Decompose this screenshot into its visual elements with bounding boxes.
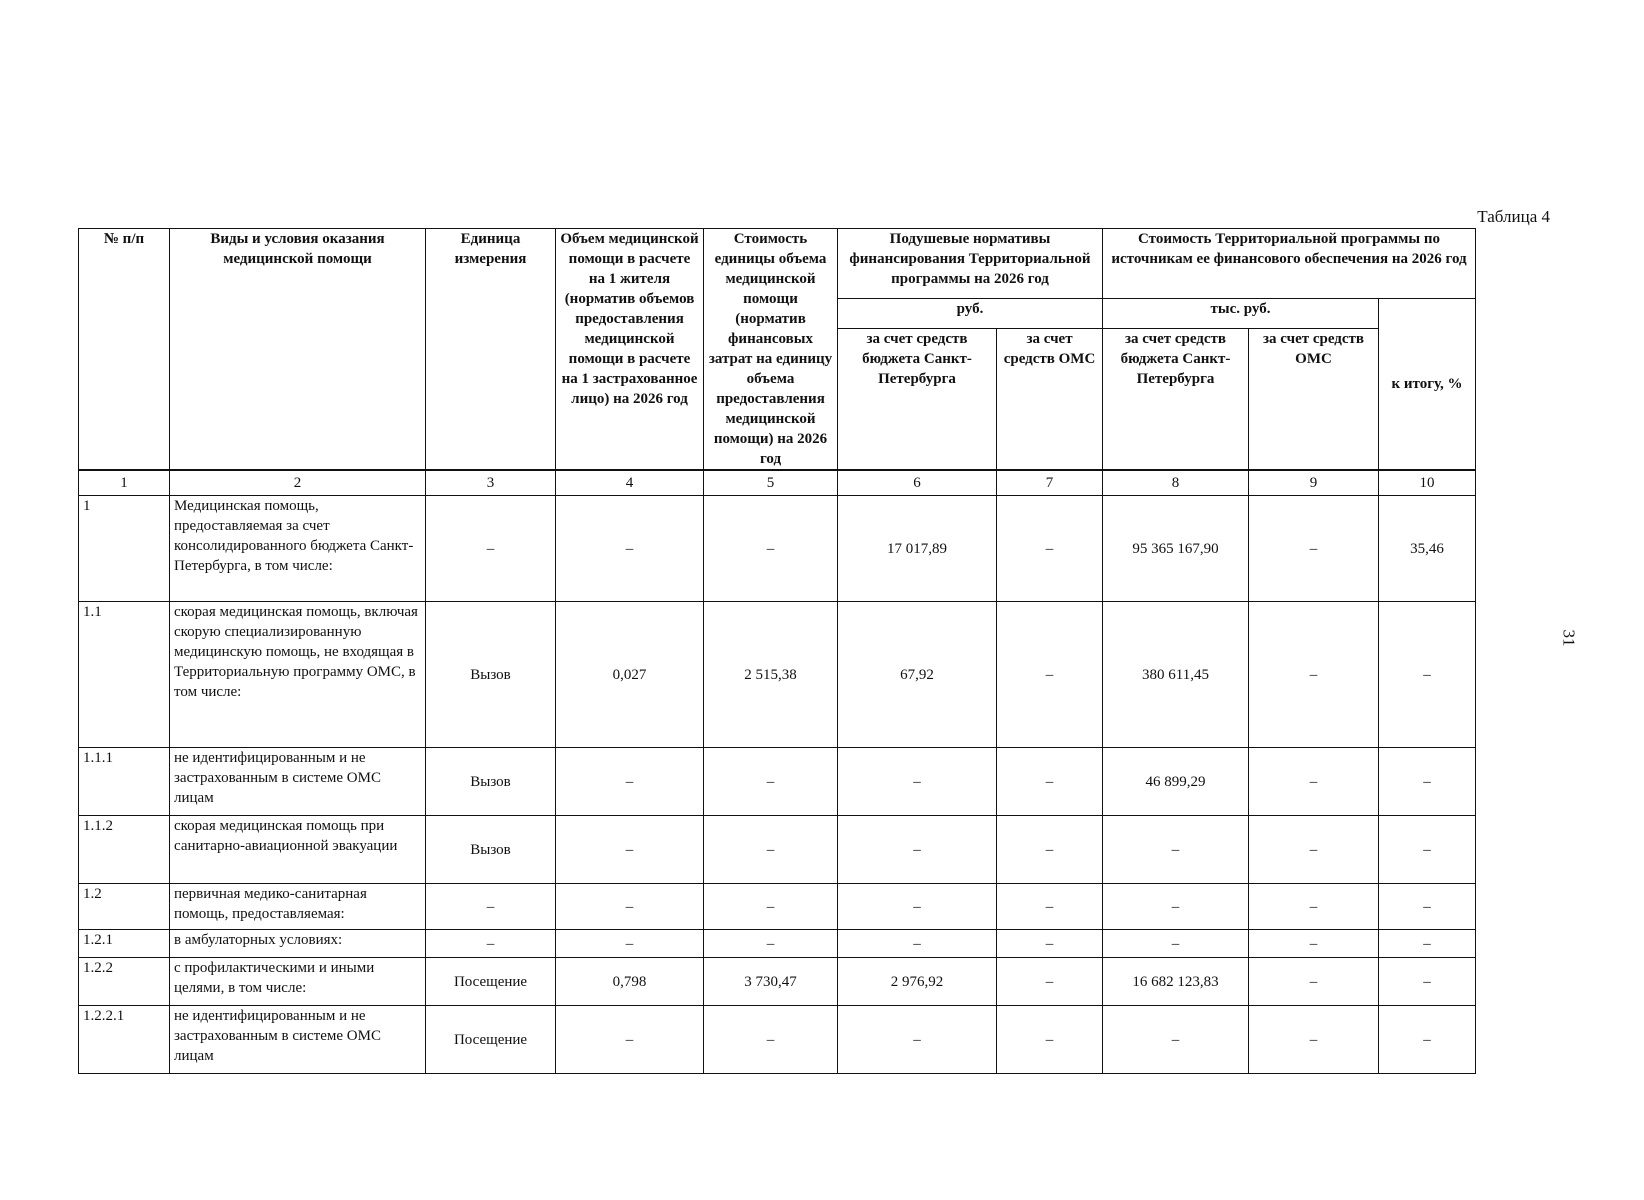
row-cost-budget: 95 365 167,90 [1103,496,1249,602]
row-cost-budget: – [1103,816,1249,884]
row-cost: – [704,930,838,958]
row-description: скорая медицинская помощь при санитарно-авиационной эвакуации [170,816,426,884]
row-norm-budget: – [838,884,997,930]
row-cost-oms: – [1249,1006,1379,1074]
row-pct: – [1379,930,1476,958]
column-index: 1 [79,470,170,496]
row-volume: – [556,1006,704,1074]
row-volume: 0,798 [556,958,704,1006]
row-cost-budget: 380 611,45 [1103,602,1249,748]
row-cost-budget: 46 899,29 [1103,748,1249,816]
row-pct: 35,46 [1379,496,1476,602]
column-index: 9 [1249,470,1379,496]
row-cost-oms: – [1249,748,1379,816]
column-index: 3 [426,470,556,496]
table-row [79,816,1476,884]
column-index: 7 [997,470,1103,496]
row-volume: – [556,496,704,602]
row-unit: Посещение [426,958,556,1006]
header-norm-budget: за счет средств бюджета Санкт-Петербурга [838,328,997,470]
header-cost: Стоимость единицы объема медицинской помощи (норматив финансовых затрат на единицу объема предоставления медицинской помощи) на 2026 год [704,229,838,471]
row-unit: Посещение [426,1006,556,1074]
row-norm-oms: – [997,816,1103,884]
row-cost-oms: – [1249,958,1379,1006]
row-number: 1.1.2 [79,816,170,884]
row-norm-budget: – [838,930,997,958]
row-cost: 2 515,38 [704,602,838,748]
row-volume: 0,027 [556,602,704,748]
header-unit-rub: руб. [838,299,1103,329]
row-number: 1.2.1 [79,930,170,958]
row-norm-budget: – [838,816,997,884]
data-table [78,228,1476,1074]
row-norm-budget: 67,92 [838,602,997,748]
row-cost: – [704,884,838,930]
row-pct: – [1379,1006,1476,1074]
table-row [79,602,1476,748]
table-row [79,748,1476,816]
row-norm-oms: – [997,1006,1103,1074]
row-volume: – [556,748,704,816]
row-norm-oms: – [997,496,1103,602]
row-number: 1 [79,496,170,602]
row-unit: Вызов [426,602,556,748]
row-norm-budget: – [838,748,997,816]
table-row [79,930,1476,958]
row-norm-budget: 17 017,89 [838,496,997,602]
column-index: 4 [556,470,704,496]
row-cost: – [704,1006,838,1074]
header-norm-oms: за счет средств ОМС [997,328,1103,470]
row-number: 1.2.2.1 [79,1006,170,1074]
row-unit: Вызов [426,748,556,816]
row-cost: – [704,748,838,816]
row-volume: – [556,884,704,930]
row-unit: – [426,884,556,930]
table-header [79,229,1476,471]
row-norm-oms: – [997,602,1103,748]
header-unit: Единица измерения [426,229,556,471]
row-unit: – [426,496,556,602]
table-row [79,884,1476,930]
column-index-row [79,470,1476,496]
row-norm-oms: – [997,958,1103,1006]
header-cost-oms: за счет средств ОМС [1249,328,1379,470]
row-description: не идентифицированным и не застрахованным в системе ОМС лицам [170,748,426,816]
row-norm-oms: – [997,884,1103,930]
column-index: 5 [704,470,838,496]
column-index: 6 [838,470,997,496]
row-number: 1.2.2 [79,958,170,1006]
header-type: Виды и условия оказания медицинской помощи [170,229,426,471]
row-description: с профилактическими и иными целями, в том числе: [170,958,426,1006]
table-row [79,1006,1476,1074]
row-norm-oms: – [997,930,1103,958]
row-description: в амбулаторных условиях: [170,930,426,958]
row-cost-oms: – [1249,602,1379,748]
row-cost-budget: – [1103,930,1249,958]
row-pct: – [1379,958,1476,1006]
row-description: скорая медицинская помощь, включая скорую специализированную медицинскую помощь, не входящая в Территориальную программу ОМС, в том числе: [170,602,426,748]
row-pct: – [1379,602,1476,748]
row-cost: – [704,816,838,884]
row-cost-budget: – [1103,884,1249,930]
row-cost-oms: – [1249,496,1379,602]
page-number: 31 [1559,629,1579,647]
row-number: 1.1.1 [79,748,170,816]
row-norm-oms: – [997,748,1103,816]
header-group-norms: Подушевые нормативы финансирования Территориальной программы на 2026 год [838,229,1103,299]
column-index: 8 [1103,470,1249,496]
row-pct: – [1379,884,1476,930]
row-pct: – [1379,816,1476,884]
row-cost-budget: 16 682 123,83 [1103,958,1249,1006]
row-unit: – [426,930,556,958]
row-norm-budget: 2 976,92 [838,958,997,1006]
column-index: 2 [170,470,426,496]
header-num: № п/п [79,229,170,471]
row-norm-budget: – [838,1006,997,1074]
row-number: 1.1 [79,602,170,748]
row-cost-oms: – [1249,884,1379,930]
row-cost: 3 730,47 [704,958,838,1006]
header-group-cost: Стоимость Территориальной программы по источникам ее финансового обеспечения на 2026 год [1103,229,1476,299]
header-cost-budget: за счет средств бюджета Санкт-Петербурга [1103,328,1249,470]
header-total-pct: к итогу, % [1379,299,1476,471]
column-index: 10 [1379,470,1476,496]
row-description: Медицинская помощь, предоставляемая за счет консолидированного бюджета Санкт-Петербурга, в том числе: [170,496,426,602]
row-volume: – [556,816,704,884]
row-description: первичная медико-санитарная помощь, предоставляемая: [170,884,426,930]
row-volume: – [556,930,704,958]
row-pct: – [1379,748,1476,816]
table-row [79,496,1476,602]
row-description: не идентифицированным и не застрахованным в системе ОМС лицам [170,1006,426,1074]
row-cost-oms: – [1249,930,1379,958]
header-volume: Объем медицинской помощи в расчете на 1 жителя (норматив объемов предоставления медицинской помощи в расчете на 1 застрахованное лицо) на 2026 год [556,229,704,471]
row-cost-oms: – [1249,816,1379,884]
table-caption: Таблица 4 [1477,207,1550,226]
header-unit-thousand-rub: тыс. руб. [1103,299,1379,329]
table-row [79,958,1476,1006]
row-cost: – [704,496,838,602]
row-cost-budget: – [1103,1006,1249,1074]
row-unit: Вызов [426,816,556,884]
row-number: 1.2 [79,884,170,930]
